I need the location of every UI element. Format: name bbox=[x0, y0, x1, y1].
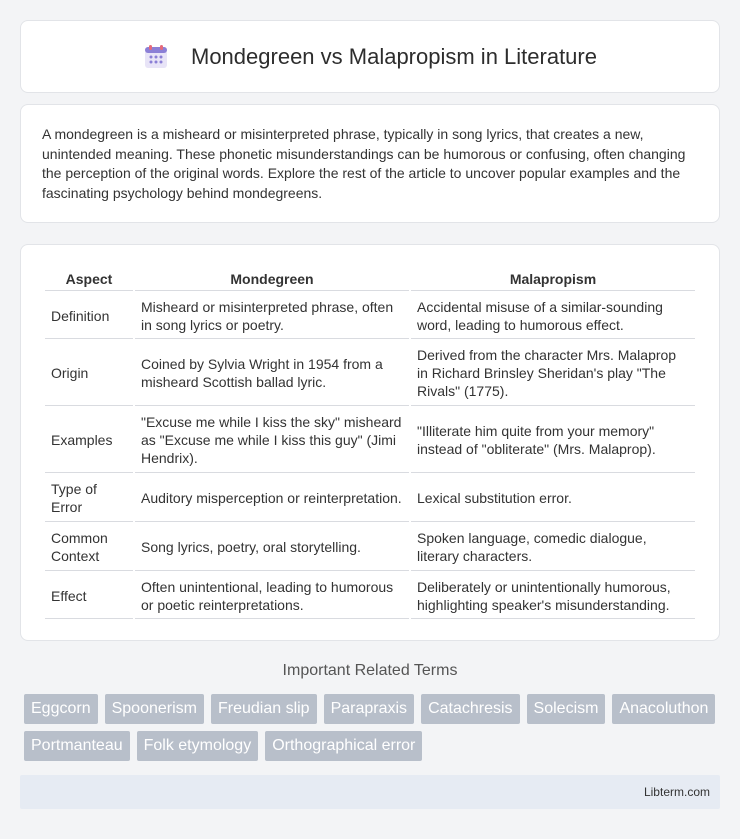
cell-malapropism: Deliberately or unintentionally humorous, highlighting speaker's misunderstanding. bbox=[411, 573, 695, 619]
cell-malapropism: Derived from the character Mrs. Malaprop in Richard Brinsley Sheridan's play "The Rivals" (1775). bbox=[411, 341, 695, 406]
table-row bbox=[45, 475, 695, 522]
header-mondegreen: Mondegreen bbox=[135, 264, 409, 291]
footer bbox=[20, 775, 720, 809]
related-term-tag[interactable]: Freudian slip bbox=[211, 694, 317, 724]
header-aspect: Aspect bbox=[45, 264, 133, 291]
header-malapropism: Malapropism bbox=[411, 264, 695, 291]
cell-mondegreen: Misheard or misinterpreted phrase, often in song lyrics or poetry. bbox=[135, 293, 409, 339]
intro-card bbox=[20, 104, 720, 223]
related-term-tag[interactable]: Orthographical error bbox=[265, 731, 422, 761]
table-row bbox=[45, 341, 695, 406]
related-term-tag[interactable]: Eggcorn bbox=[24, 694, 98, 724]
cell-mondegreen: Song lyrics, poetry, oral storytelling. bbox=[135, 524, 409, 571]
related-term-tag[interactable]: Anacoluthon bbox=[612, 694, 715, 724]
table-header-row bbox=[45, 264, 695, 291]
header-card bbox=[20, 20, 720, 93]
table-row bbox=[45, 408, 695, 473]
cell-mondegreen: Often unintentional, leading to humorous or poetic reinterpretations. bbox=[135, 573, 409, 619]
related-term-tag[interactable]: Spoonerism bbox=[105, 694, 204, 724]
footer-link[interactable]: Libterm.com bbox=[643, 785, 710, 799]
page-title: Mondegreen vs Malapropism in Literature bbox=[191, 43, 597, 69]
related-term-tag[interactable]: Parapraxis bbox=[324, 694, 414, 724]
related-terms-title: Important Related Terms bbox=[282, 662, 458, 679]
cell-mondegreen: Auditory misperception or reinterpretation. bbox=[135, 475, 409, 522]
cell-aspect: Effect bbox=[45, 573, 133, 619]
cell-aspect: Examples bbox=[45, 408, 133, 473]
cell-malapropism: Accidental misuse of a similar-sounding word, leading to humorous effect. bbox=[411, 293, 695, 339]
cell-malapropism: Spoken language, comedic dialogue, literary characters. bbox=[411, 524, 695, 571]
table-row bbox=[45, 573, 695, 619]
related-term-tag[interactable]: Catachresis bbox=[421, 694, 519, 724]
comparison-table-card bbox=[20, 244, 720, 641]
related-term-tag[interactable]: Folk etymology bbox=[137, 731, 259, 761]
comparison-table bbox=[43, 262, 697, 621]
table-row bbox=[45, 293, 695, 339]
cell-aspect: Definition bbox=[45, 293, 133, 339]
related-terms-list bbox=[24, 694, 724, 768]
intro-text: A mondegreen is a misheard or misinterpreted phrase, typically in song lyrics, that creates a new, unintended meaning. These phonetic misunderstandings can be humorous or confusing, often changing the perception of the original words. Explore the rest of the article to uncover popular examples and the fascinating psychology behind mondegreens. bbox=[42, 126, 686, 201]
cell-mondegreen: "Excuse me while I kiss the sky" misheard as "Excuse me while I kiss this guy" (Jimi Hendrix). bbox=[135, 408, 409, 473]
related-term-tag[interactable]: Portmanteau bbox=[24, 731, 130, 761]
calendar-icon bbox=[143, 44, 169, 70]
cell-malapropism: "Illiterate him quite from your memory" instead of "obliterate" (Mrs. Malaprop). bbox=[411, 408, 695, 473]
table-row bbox=[45, 524, 695, 571]
cell-aspect: Type of Error bbox=[45, 475, 133, 522]
cell-aspect: Common Context bbox=[45, 524, 133, 571]
cell-malapropism: Lexical substitution error. bbox=[411, 475, 695, 522]
cell-mondegreen: Coined by Sylvia Wright in 1954 from a misheard Scottish ballad lyric. bbox=[135, 341, 409, 406]
cell-aspect: Origin bbox=[45, 341, 133, 406]
related-term-tag[interactable]: Solecism bbox=[527, 694, 606, 724]
